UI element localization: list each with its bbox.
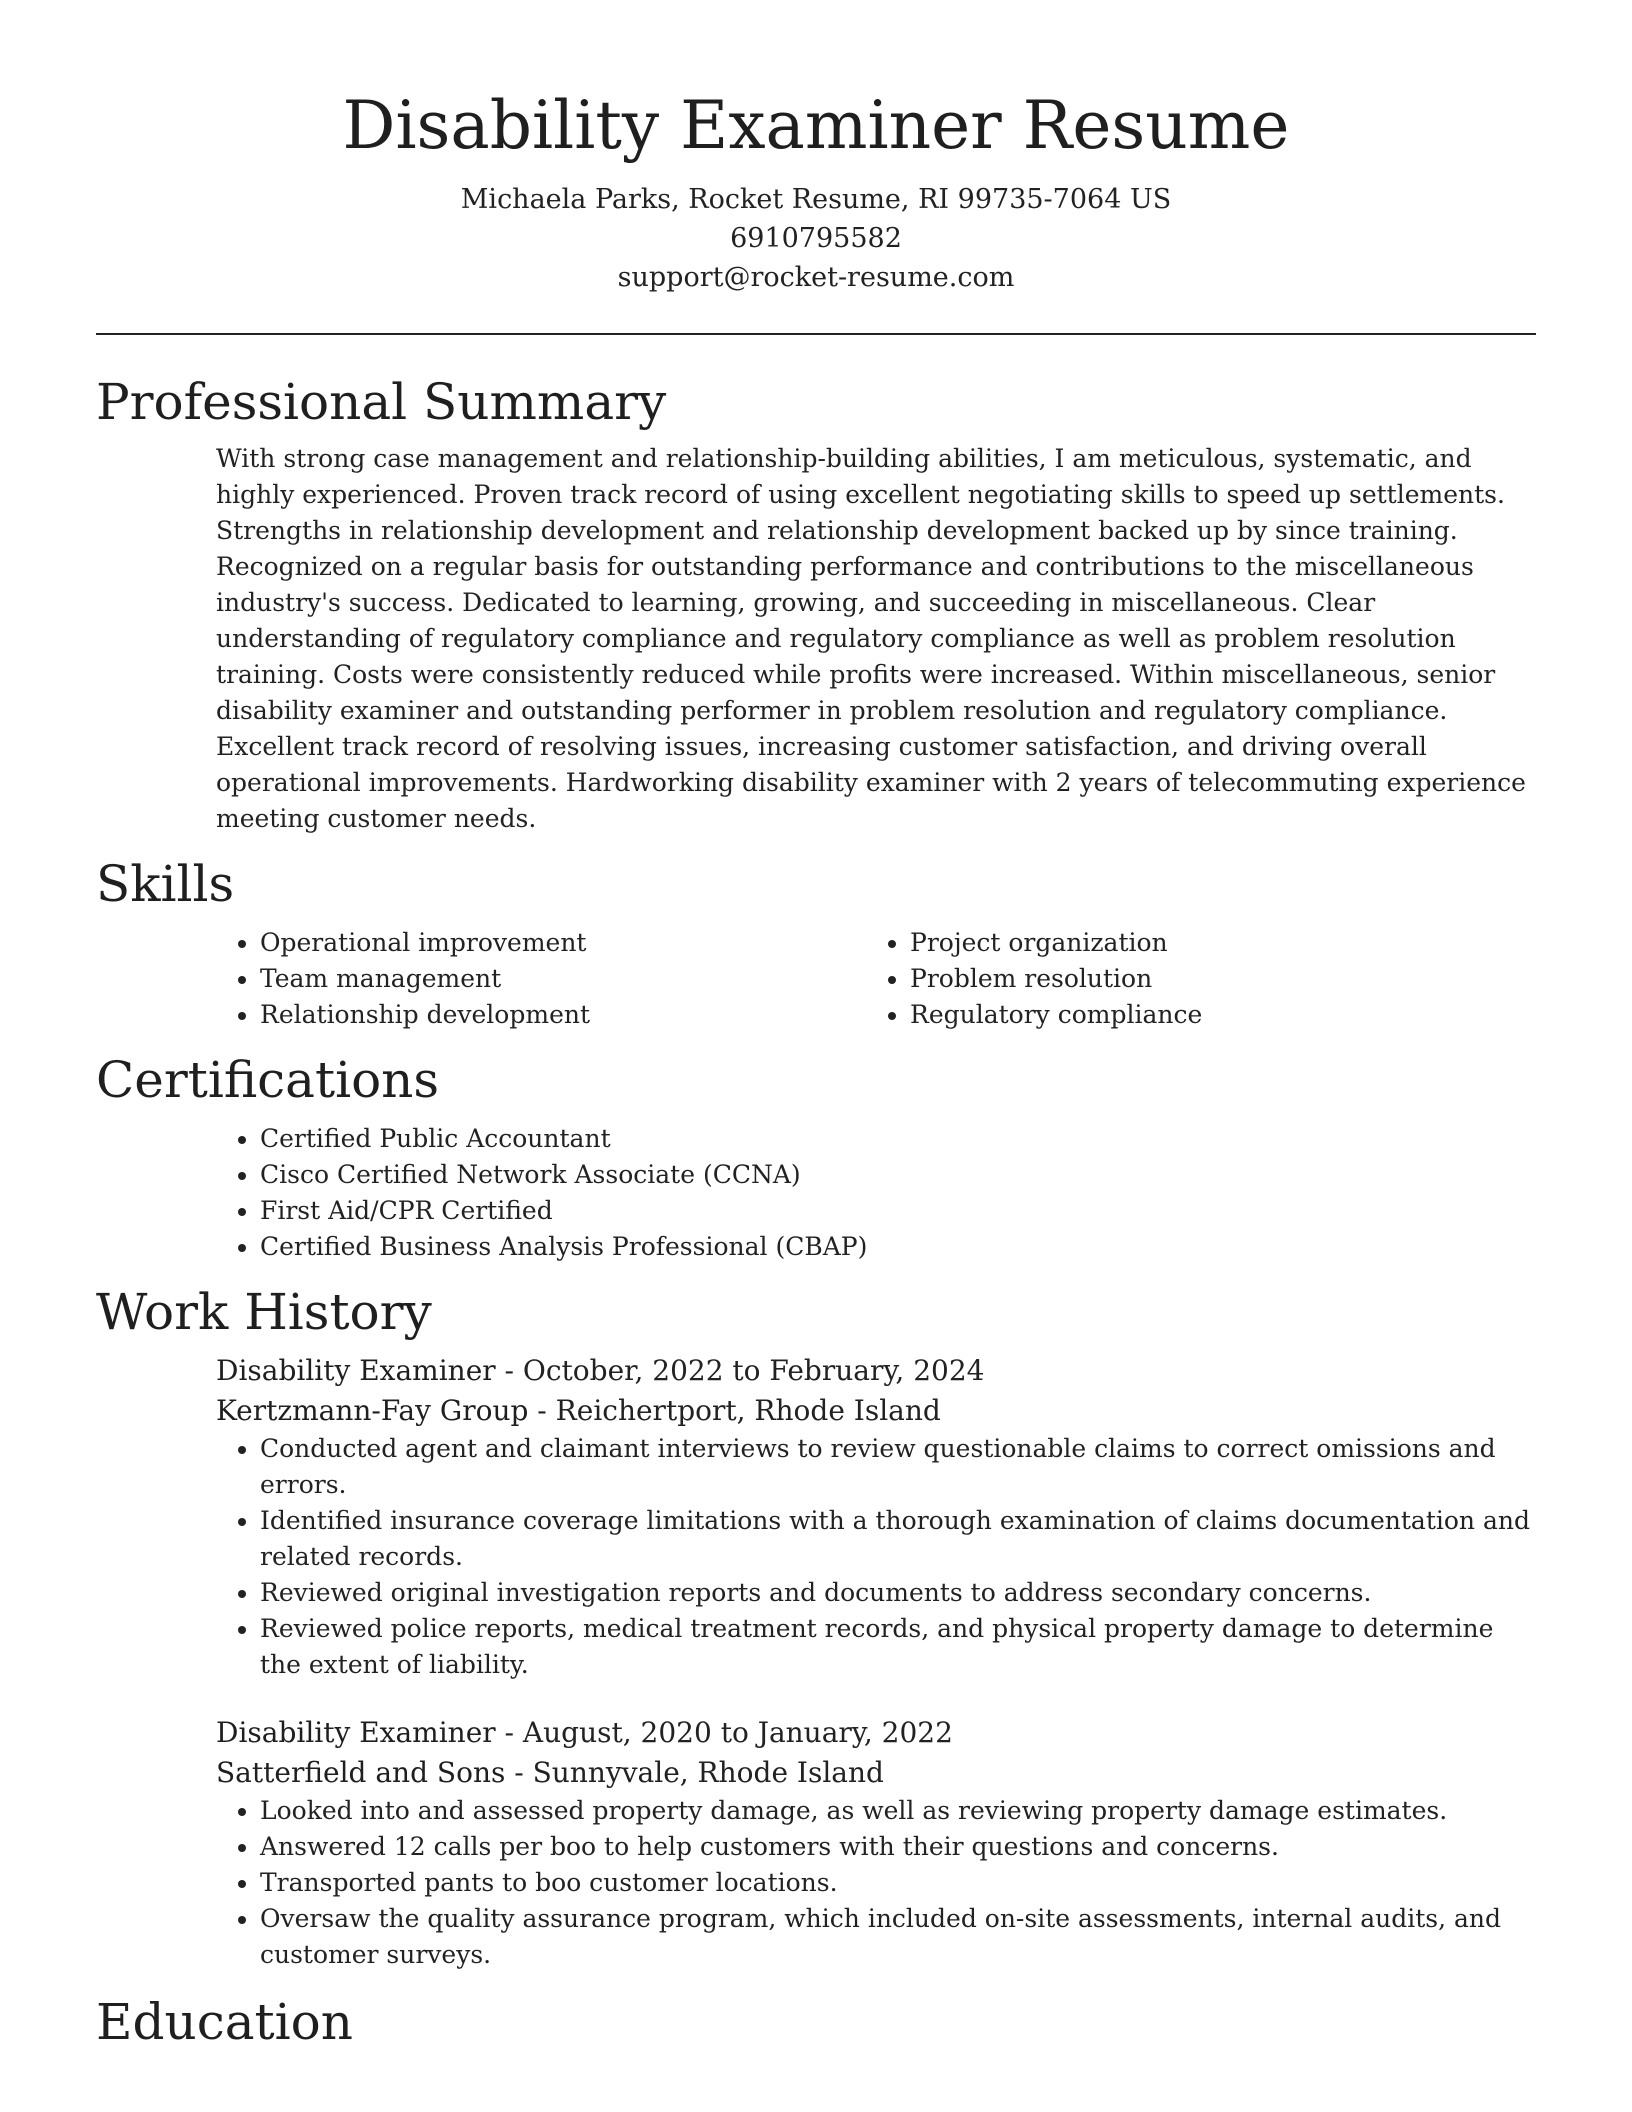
job-dates: - October, 2022 to February, 2024 <box>495 1354 985 1387</box>
job-role: Disability Examiner <box>216 1716 496 1749</box>
job-bullet: • Reviewed original investigation reports and documents to address secondary concerns. <box>260 1575 1536 1611</box>
certification-item: • Cisco Certified Network Associate (CCNA) <box>260 1157 1536 1193</box>
contact-email: support@rocket-resume.com <box>617 262 1015 293</box>
skill-item: • Operational improvement <box>260 925 866 961</box>
skill-item: • Project organization <box>910 925 1516 961</box>
skill-item: • Relationship development <box>260 997 866 1033</box>
skills-column-right <box>866 925 1516 1033</box>
summary-section <box>96 369 1536 837</box>
job-title-line <box>216 1351 1536 1391</box>
job-company-line <box>216 1753 1536 1793</box>
resume-title: Disability Examiner Resume <box>342 87 1290 164</box>
job-bullet: • Oversaw the quality assurance program, which included on-site assessments, internal audits, and customer surveys. <box>260 1901 1536 1973</box>
job-bullet: • Looked into and assessed property damage, as well as reviewing property damage estimates. <box>260 1793 1536 1829</box>
job-company-line <box>216 1391 1536 1431</box>
certifications-section <box>96 1047 1536 1265</box>
job-location: - Reichertport, Rhode Island <box>528 1394 941 1427</box>
certification-item: • First Aid/CPR Certified <box>260 1193 1536 1229</box>
summary-heading: Professional Summary <box>96 373 667 431</box>
work-history-heading: Work History <box>96 1283 432 1341</box>
resume-header <box>96 0 1536 297</box>
job-bullets <box>216 1431 1536 1683</box>
summary-text: With strong case management and relationship-building abilities, I am meticulous, systematic, and highly experienced. Proven track record of using excellent negotiating skills to speed up settlements. Strengths in relationship development and relationship development backed up by since training. Recognized on a regular basis for outstanding performance and contributions to the miscellaneous industry's success. Dedicated to learning, growing, and succeeding in miscellaneous. Clear understanding of regulatory compliance and regulatory compliance as well as problem resolution training. Costs were consistently reduced while profits were increased. Within miscellaneous, senior disability examiner and outstanding performer in problem resolution and regulatory compliance. Excellent track record of resolving issues, increasing customer satisfaction, and driving overall operational improvements. Hardworking disability examiner with 2 years of telecommuting experience meeting customer needs. <box>216 444 1526 833</box>
skills-section <box>96 851 1536 1033</box>
skill-item: • Team management <box>260 961 866 997</box>
work-history-section <box>96 1279 1536 1973</box>
job-dates: - August, 2020 to January, 2022 <box>495 1716 953 1749</box>
job-bullets <box>216 1793 1536 1973</box>
contact-block <box>96 180 1536 297</box>
job-title-line <box>216 1713 1536 1753</box>
certifications-list-wrap <box>216 1121 1536 1265</box>
certification-item: • Certified Public Accountant <box>260 1121 1536 1157</box>
job-bullet: • Answered 12 calls per boo to help customers with their questions and concerns. <box>260 1829 1536 1865</box>
contact-address: Michaela Parks, Rocket Resume, RI 99735-7064 US <box>460 184 1172 215</box>
certifications-list <box>216 1121 1536 1265</box>
skill-item: • Regulatory compliance <box>910 997 1516 1033</box>
skill-item: • Problem resolution <box>910 961 1516 997</box>
job-bullet: • Transported pants to boo customer locations. <box>260 1865 1536 1901</box>
job-bullet: • Reviewed police reports, medical treatment records, and physical property damage to determine the extent of liability. <box>260 1611 1536 1683</box>
contact-phone: 6910795582 <box>730 223 902 254</box>
job-bullet: • Identified insurance coverage limitations with a thorough examination of claims documentation and related records. <box>260 1503 1536 1575</box>
job-role: Disability Examiner <box>216 1354 496 1387</box>
job-company: Satterfield and Sons <box>216 1756 506 1789</box>
resume-page <box>96 0 1536 2055</box>
education-heading: Education <box>96 1993 353 2051</box>
certification-item: • Certified Business Analysis Professional (CBAP) <box>260 1229 1536 1265</box>
certifications-heading: Certifications <box>96 1051 440 1109</box>
job-location: - Sunnyvale, Rhode Island <box>505 1756 884 1789</box>
job-company: Kertzmann-Fay Group <box>216 1394 529 1427</box>
skills-heading: Skills <box>96 855 235 913</box>
job-bullet: • Conducted agent and claimant interviews to review questionable claims to correct omissions and errors. <box>260 1431 1536 1503</box>
job-entry <box>216 1351 1536 1683</box>
education-section <box>96 1989 1536 2055</box>
skills-column-left <box>216 925 866 1033</box>
skills-grid <box>216 925 1536 1033</box>
header-divider <box>96 333 1536 335</box>
job-entry <box>216 1713 1536 1973</box>
